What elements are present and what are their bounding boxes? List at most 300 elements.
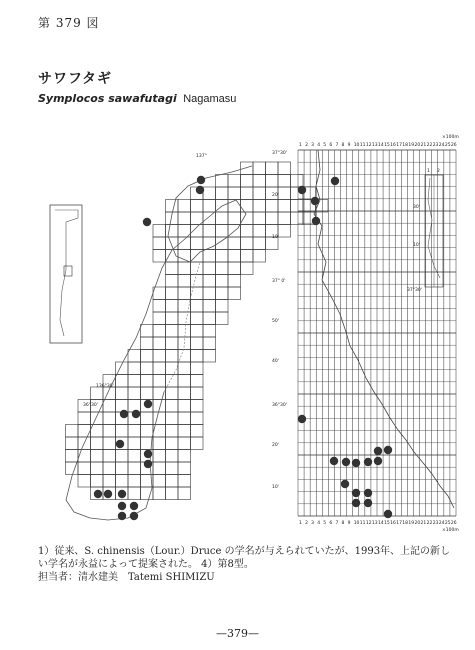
grid-cell [166, 462, 179, 475]
grid-cell [228, 275, 241, 288]
note-line-2: い学名が永益によって提案された。 4）第8型。 [38, 559, 254, 570]
grid-cell [103, 412, 116, 425]
grid-cell [216, 300, 229, 313]
grid-cell [191, 425, 204, 438]
inset-axis-1: 1 [427, 169, 430, 174]
occurrence-dot [118, 502, 126, 510]
grid-cell [66, 450, 79, 463]
grid-cell [266, 212, 279, 225]
x-tick-bottom: 6 [329, 521, 333, 526]
grid-cell [153, 487, 166, 500]
notes [38, 545, 458, 584]
grid-cell [103, 462, 116, 475]
grid-cell [191, 400, 204, 413]
grid-cell [116, 462, 129, 475]
occurrence-dot [364, 499, 372, 507]
grid-cell [203, 287, 216, 300]
grid-cell [141, 487, 154, 500]
grid-cell [178, 300, 191, 313]
inset-label-30: 30' [413, 205, 420, 210]
grid-cell [278, 187, 291, 200]
grid-cell [103, 400, 116, 413]
grid-cell [216, 312, 229, 325]
occurrence-dot [384, 446, 392, 454]
occurrence-dot [311, 197, 319, 205]
lat-label: 10' [272, 485, 279, 490]
grid-cell [241, 250, 254, 263]
grid-cell [153, 250, 166, 263]
lat-label: 20' [272, 193, 279, 198]
x-tick-top: 17 [396, 143, 402, 148]
grid-cell [116, 425, 129, 438]
grid-cell [166, 375, 179, 388]
grid-cell [178, 437, 191, 450]
grid-cell [128, 400, 141, 413]
grid-cell [203, 225, 216, 238]
grid-cell [191, 300, 204, 313]
x-tick-bottom: 22 [426, 521, 433, 526]
grid-cell [128, 475, 141, 488]
right-map [298, 150, 456, 518]
grid-cell [178, 212, 191, 225]
grid-cell [166, 387, 179, 400]
grid-cell [116, 450, 129, 463]
grid-cell [191, 437, 204, 450]
x-tick-top: 20 [414, 143, 421, 148]
grid-cell [216, 175, 229, 188]
occurrence-dot [330, 457, 338, 465]
locator-inset-outline [55, 210, 78, 336]
grid-cell [103, 425, 116, 438]
grid-cell [91, 475, 104, 488]
x-tick-top: 21 [420, 143, 427, 148]
grid-cell [141, 362, 154, 375]
occurrence-dot [144, 400, 152, 408]
grid-cell [191, 287, 204, 300]
grid-cell [128, 387, 141, 400]
grid-cell [203, 250, 216, 263]
occurrence-dot [331, 177, 339, 185]
x-tick-bottom: 25 [444, 521, 451, 526]
grid-cell [191, 362, 204, 375]
grid-cell [153, 300, 166, 313]
x-tick-bottom: 14 [378, 521, 384, 526]
grid-cell [203, 337, 216, 350]
occurrence-dot [364, 458, 372, 466]
grid-cell [178, 275, 191, 288]
grid-cell [166, 287, 179, 300]
grid-cell [141, 412, 154, 425]
lat-label: 10' [272, 235, 279, 240]
x-tick-top: 15 [384, 143, 390, 148]
grid-cell [266, 175, 279, 188]
occurrence-dot [364, 489, 372, 497]
grid-cell [266, 162, 279, 175]
occurrence-dot [342, 458, 350, 466]
grid-cell [178, 450, 191, 463]
grid-cell [191, 387, 204, 400]
note-line-1: 1）従来、S. chinensis（Lour.）Druce の学名が与えられていたが、1993年、上記の新し [38, 546, 451, 557]
grid-cell [166, 200, 179, 213]
inset-axis-2: 2 [437, 169, 440, 174]
grid-cell [166, 412, 179, 425]
unit-label-top: ×100m [442, 135, 459, 140]
x-tick-bottom: 20 [414, 521, 421, 526]
x-tick-bottom: 19 [408, 521, 415, 526]
grid-cell [241, 262, 254, 275]
grid-cell [178, 312, 191, 325]
grid-cell [291, 175, 304, 188]
x-tick-top: 1 [299, 143, 302, 148]
grid-cell [116, 400, 129, 413]
grid-cell [203, 187, 216, 200]
grid-cell [166, 262, 179, 275]
lat-label: 36°30' [272, 403, 287, 408]
grid-cell [241, 237, 254, 250]
occurrence-dot [104, 490, 112, 498]
x-tick-top: 19 [408, 143, 415, 148]
x-tick-top: 3 [311, 143, 315, 148]
grid-cell [228, 262, 241, 275]
grid-cell [241, 212, 254, 225]
grid-cell [78, 425, 91, 438]
x-tick-bottom: 8 [341, 521, 345, 526]
page-number: —379— [216, 627, 259, 640]
x-tick-top: 7 [335, 143, 339, 148]
grid-cell [178, 250, 191, 263]
grid-cell [78, 462, 91, 475]
occurrence-dot [352, 499, 360, 507]
x-tick-top: 25 [444, 143, 451, 148]
grid-cell [128, 487, 141, 500]
grid-cell [103, 437, 116, 450]
grid-cell [166, 437, 179, 450]
grid-cell [203, 262, 216, 275]
grid-cell [128, 462, 141, 475]
grid-cell [253, 200, 266, 213]
grid-cell [203, 325, 216, 338]
grid-cell [178, 462, 191, 475]
grid-cell [178, 475, 191, 488]
grid-cell [166, 450, 179, 463]
x-tick-top: 24 [438, 143, 445, 148]
occurrence-dot [130, 512, 138, 520]
occurrence-dot [374, 447, 382, 455]
grid-cell [153, 475, 166, 488]
grid-cell [278, 212, 291, 225]
grid-cell [153, 375, 166, 388]
occurrence-dot [197, 176, 205, 184]
grid-cell [178, 200, 191, 213]
lat-label: 40' [272, 359, 279, 364]
x-tick-bottom: 15 [384, 521, 390, 526]
grid-cell [128, 362, 141, 375]
grid-cell [153, 312, 166, 325]
grid-cell [66, 437, 79, 450]
grid-cell [241, 175, 254, 188]
grid-cell [178, 325, 191, 338]
grid-cell [103, 475, 116, 488]
grid-cell [178, 287, 191, 300]
grid-cell [178, 412, 191, 425]
x-tick-top: 18 [402, 143, 409, 148]
grid-cell [228, 200, 241, 213]
grid-cell [91, 462, 104, 475]
occurrence-dot [130, 502, 138, 510]
grid-cell [128, 350, 141, 363]
x-tick-top: 13 [371, 143, 378, 148]
lon-label-136-30: 136°30' [96, 384, 114, 389]
note-line-3: 担当者：清水建美 Tatemi SHIMIZU [38, 572, 215, 583]
occurrence-dot [341, 480, 349, 488]
unit-label-bottom: ×100m [442, 528, 459, 533]
x-tick-top: 23 [432, 143, 439, 148]
grid-cell [191, 337, 204, 350]
occurrence-dot [384, 510, 392, 518]
occurrence-dot [143, 218, 151, 226]
grid-cell [191, 200, 204, 213]
grid-cell [253, 225, 266, 238]
grid-cell [278, 225, 291, 238]
x-tick-top: 9 [347, 143, 351, 148]
occurrence-dot [94, 490, 102, 498]
grid-cell [191, 262, 204, 275]
grid-cell [166, 275, 179, 288]
grid-cell [241, 200, 254, 213]
x-tick-bottom: 4 [317, 521, 321, 526]
grid-cell [153, 237, 166, 250]
occurrence-dot [298, 415, 306, 423]
grid-cell [216, 187, 229, 200]
x-tick-bottom: 17 [396, 521, 402, 526]
grid-cell [128, 437, 141, 450]
grid-cell [253, 237, 266, 250]
grid-cell [203, 350, 216, 363]
x-tick-top: 8 [341, 143, 345, 148]
grid-cell [178, 400, 191, 413]
grid-cell [78, 412, 91, 425]
author-name: Nagamasu [183, 93, 237, 105]
grid-cell [128, 375, 141, 388]
grid-cell [203, 300, 216, 313]
grid-cell [228, 175, 241, 188]
x-tick-bottom: 21 [420, 521, 427, 526]
grid-cell [178, 362, 191, 375]
grid-cell [91, 450, 104, 463]
grid-cell [291, 200, 304, 213]
occurrence-dot [298, 186, 306, 194]
grid-cell [216, 237, 229, 250]
grid-cell [253, 162, 266, 175]
grid-cell [228, 237, 241, 250]
grid-cell [153, 225, 166, 238]
lat-label: 37°30' [272, 151, 287, 156]
grid-cell [278, 162, 291, 175]
occurrence-dot [118, 512, 126, 520]
x-tick-bottom: 10 [353, 521, 360, 526]
grid-cell [153, 337, 166, 350]
grid-cell [216, 262, 229, 275]
lat-label: 20' [272, 443, 279, 448]
x-tick-bottom: 11 [359, 521, 366, 526]
grid-cell [166, 325, 179, 338]
grid-cell [228, 287, 241, 300]
occurrence-dot [118, 490, 126, 498]
grid-cell [153, 325, 166, 338]
x-tick-top: 4 [317, 143, 321, 148]
grid-cell [191, 412, 204, 425]
x-tick-bottom: 24 [438, 521, 445, 526]
occurrence-dot [116, 440, 124, 448]
grid-cell [253, 187, 266, 200]
grid-cell [166, 475, 179, 488]
grid-cell [166, 300, 179, 313]
grid-cell [216, 275, 229, 288]
grid-cell [216, 250, 229, 263]
grid-cell [166, 425, 179, 438]
grid-cell [241, 187, 254, 200]
grid-cell [166, 362, 179, 375]
grid-cell [116, 475, 129, 488]
x-tick-bottom: 5 [323, 521, 327, 526]
occurrence-dot [352, 489, 360, 497]
scientific-name: Symplocos sawafutagi [38, 92, 177, 105]
x-tick-bottom: 18 [402, 521, 409, 526]
altitude-profile [314, 150, 454, 508]
x-tick-bottom: 23 [432, 521, 439, 526]
x-tick-top: 11 [359, 143, 366, 148]
grid-cell [153, 362, 166, 375]
grid-cell [103, 450, 116, 463]
grid-cell [253, 175, 266, 188]
grid-cell [216, 225, 229, 238]
x-tick-top: 12 [365, 143, 372, 148]
occurrence-dot [374, 457, 382, 465]
grid-cell [241, 162, 254, 175]
grid-cell [128, 450, 141, 463]
grid-cell [228, 212, 241, 225]
grid-cell [78, 450, 91, 463]
lat-label: 37° 0' [272, 279, 286, 284]
occurrence-dot [132, 410, 140, 418]
altitude-inset [425, 175, 443, 287]
grid-cell [178, 387, 191, 400]
occurrence-dot [196, 186, 204, 194]
grid-cell [141, 375, 154, 388]
grid-cell [228, 187, 241, 200]
x-tick-bottom: 2 [305, 521, 308, 526]
occurrence-dot [120, 410, 128, 418]
grid-cell [166, 487, 179, 500]
grid-cell [91, 437, 104, 450]
grid-cell [253, 250, 266, 263]
x-tick-top: 14 [378, 143, 384, 148]
grid-cell [166, 312, 179, 325]
prefecture-border [164, 262, 200, 392]
x-tick-bottom: 7 [335, 521, 339, 526]
x-tick-bottom: 26 [450, 521, 457, 526]
x-tick-bottom: 1 [299, 521, 302, 526]
x-tick-top: 26 [450, 143, 457, 148]
figure-number: 第 379 図 [38, 16, 100, 30]
grid-cell [203, 200, 216, 213]
grid-cell [153, 462, 166, 475]
grid-cell [253, 212, 266, 225]
grid-cell [153, 287, 166, 300]
inset-label-37-30: 37°30' [407, 288, 422, 293]
grid-cell [153, 412, 166, 425]
grid-cell [203, 275, 216, 288]
grid-cell [166, 400, 179, 413]
grid-cell [78, 475, 91, 488]
species-japanese-name: サワフタギ [38, 71, 113, 87]
lat-label: 50' [272, 319, 279, 324]
grid-cell [128, 425, 141, 438]
occurrence-dot [312, 217, 320, 225]
grid-cell [153, 350, 166, 363]
x-tick-top: 22 [426, 143, 433, 148]
grid-cell [178, 375, 191, 388]
grid-cell [178, 487, 191, 500]
grid-cell [191, 275, 204, 288]
grid-cell [141, 387, 154, 400]
grid-cell [153, 450, 166, 463]
x-tick-bottom: 12 [365, 521, 372, 526]
grid-cell [216, 287, 229, 300]
x-tick-top: 2 [305, 143, 308, 148]
x-tick-bottom: 16 [390, 521, 396, 526]
grid-cell [191, 375, 204, 388]
lat-label-36-30-left: 36°30' [83, 403, 98, 408]
grid-cell [241, 225, 254, 238]
grid-cell [166, 225, 179, 238]
x-tick-bottom: 9 [347, 521, 351, 526]
grid-cell [141, 325, 154, 338]
grid-cell [166, 237, 179, 250]
occurrence-dot [144, 460, 152, 468]
x-tick-top: 10 [353, 143, 360, 148]
grid-cell [228, 250, 241, 263]
x-tick-bottom: 3 [311, 521, 315, 526]
grid-cell [191, 325, 204, 338]
occurrence-dot [352, 459, 360, 467]
left-map [66, 162, 329, 520]
grid-cell [191, 237, 204, 250]
x-tick-top: 16 [390, 143, 396, 148]
grid-cell [178, 425, 191, 438]
grid-cell [191, 225, 204, 238]
coastline [66, 166, 252, 520]
inset-label-10: 10' [413, 243, 420, 248]
grid-cell [203, 212, 216, 225]
grid-cell [178, 262, 191, 275]
grid-cell [166, 350, 179, 363]
x-tick-bottom: 13 [371, 521, 378, 526]
lon-label-137: 137° [196, 154, 207, 159]
grid-cell [291, 212, 304, 225]
grid-cell [116, 387, 129, 400]
grid-cell [153, 437, 166, 450]
grid-cell [216, 212, 229, 225]
x-tick-top: 5 [323, 143, 327, 148]
grid-cell [278, 175, 291, 188]
grid-cell [278, 200, 291, 213]
x-tick-top: 6 [329, 143, 333, 148]
grid-cell [141, 425, 154, 438]
grid-cell [141, 350, 154, 363]
grid-cell [116, 375, 129, 388]
grid-cell [266, 200, 279, 213]
